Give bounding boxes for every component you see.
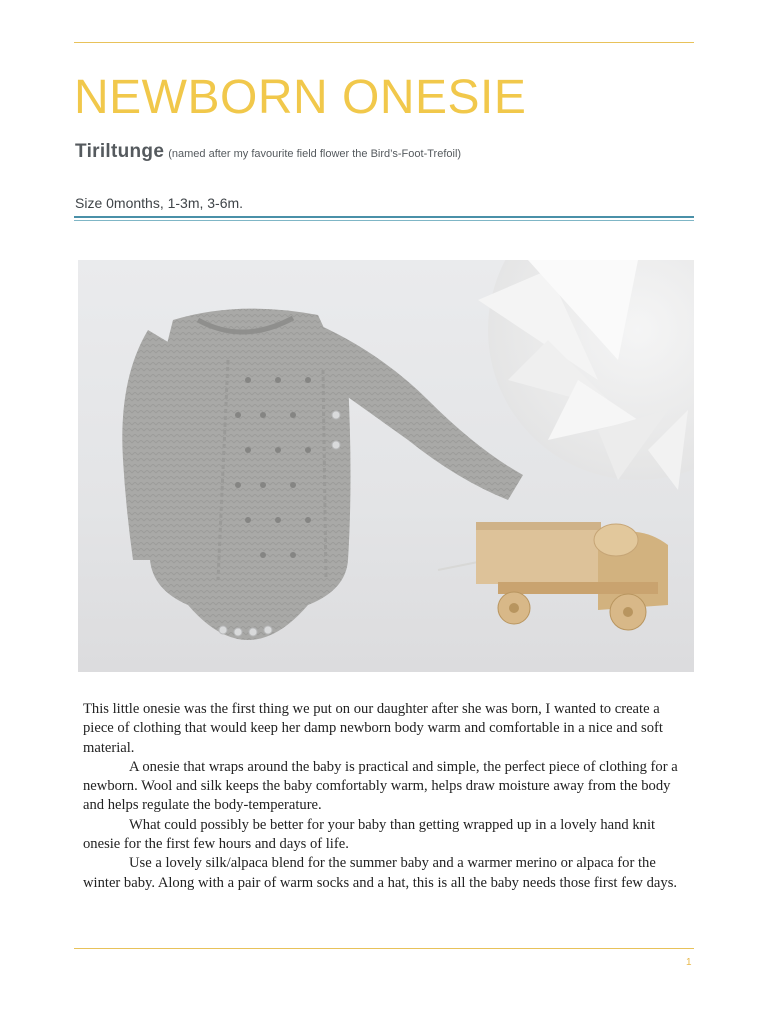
pattern-name-note: (named after my favourite field flower the Bird’s-Foot-Trefoil) — [168, 148, 462, 160]
bottom-divider — [74, 948, 694, 949]
paragraph-yarn: Use a lovely silk/alpaca blend for the summer baby and a warmer merino or alpaca for the winter baby. Along with a pair of warm socks and a hat, this is all the baby needs those first few days. — [83, 855, 678, 891]
pattern-name: Tiriltunge — [75, 141, 165, 162]
paragraph-wrap: A onesie that wraps around the baby is practical and simple, the perfect piece of clothing for a newborn. Wool and silk keeps the baby comfortably warm, helps draw moisture away from the body and helps regulate the body-temperature. — [83, 758, 678, 814]
paragraph-hand-knit: What could possibly be better for your baby than getting wrapped up in a lovely hand knit onesie for the first few hours and days of life. — [83, 816, 656, 853]
paper-flower — [478, 260, 694, 490]
pattern-subtitle — [75, 141, 461, 163]
knitted-onesie — [122, 309, 523, 640]
onesie-photo-illustration — [78, 260, 694, 672]
product-photo — [78, 260, 694, 672]
page-title: NEWBORN ONESIE — [74, 71, 527, 124]
header-divider — [74, 216, 694, 218]
wooden-toy-truck — [438, 522, 668, 630]
header-divider-thin — [74, 220, 694, 221]
page-number: 1 — [686, 957, 692, 968]
description-text — [83, 700, 693, 893]
paragraph-intro: This little onesie was the first thing we put on our daughter after she was born, I wanted to create a piece of clothing that would keep her damp newborn body warm and comfortable in a nice and soft material. — [83, 701, 663, 756]
top-divider — [74, 42, 694, 43]
size-range: Size 0months, 1-3m, 3-6m. — [75, 195, 244, 211]
